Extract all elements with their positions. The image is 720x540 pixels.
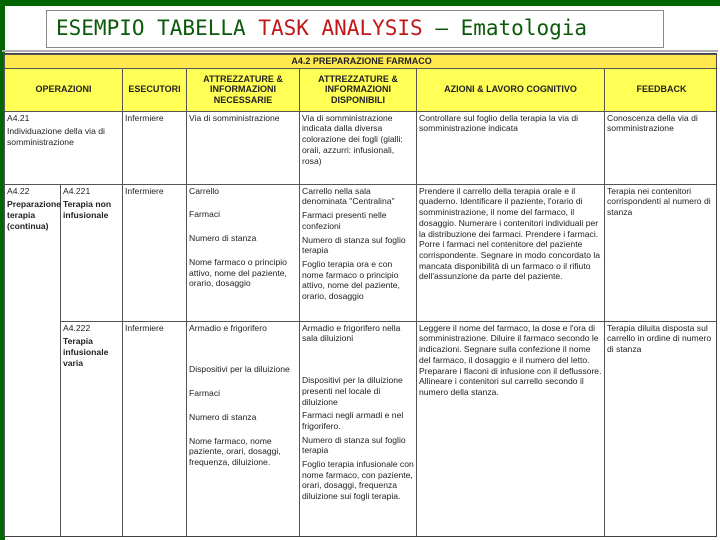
available-cell [300, 184, 417, 321]
action-cell: Leggere il nome del farmaco, la dose e l'ora di somministrazione. Diluire il farmaco secondo le indicazioni. Segnare sulla confezione il nome del farmaco, il dosaggio e il numero del letto. Preparare i flaconi di infusione con il deflussore. Allineare i contenitori sul carrello secondo il numero della stanza. [417, 321, 605, 537]
header-attrezzature-necessarie: ATTREZZATURE & INFORMAZIONI NECESSARIE [187, 68, 300, 111]
operation-code: A4.22 [7, 185, 30, 196]
header-feedback: FEEDBACK [605, 68, 718, 111]
executor-cell: Infermiere [123, 111, 187, 184]
needed-item: Nome farmaco, nome paziente, orari, dosaggi, frequenza, diluizione. [189, 435, 281, 467]
available-item: Carrello nella sala denominata "Centralina" [302, 185, 395, 207]
title-highlight: TASK ANALYSIS [258, 16, 423, 40]
table-banner: A4.2 PREPARAZIONE FARMACO [5, 55, 718, 69]
header-operazioni: OPERAZIONI [5, 68, 123, 111]
top-accent-bar [0, 0, 720, 6]
table-row [5, 111, 718, 184]
executor-cell: Infermiere [123, 321, 187, 537]
header-attrezzature-disponibili: ATTREZZATURE & INFORMAZIONI DISPONIBILI [300, 68, 417, 111]
operation-name: Preparazione terapia (continua) [7, 199, 61, 231]
available-cell: Via di somministrazione indicata dalla diversa colorazione dei fogli (gialli: orali, azzurri: infusionali, rosa) [300, 111, 417, 184]
needed-item: Farmaci [189, 209, 221, 220]
needed-item: Dispositivi per la diluizione [189, 364, 290, 375]
needed-item: Carrello [189, 185, 220, 196]
suboperation-code: A4.222 [63, 322, 91, 333]
executor-cell: Infermiere [123, 184, 187, 321]
operation-name: Individuazione della via di somministrazione [7, 126, 105, 148]
task-analysis-document [3, 53, 717, 537]
header-azioni: AZIONI & LAVORO COGNITIVO [417, 68, 605, 111]
task-analysis-table [4, 54, 717, 537]
available-item: Farmaci negli armadi e nel frigorifero. [302, 410, 404, 431]
available-item: Foglio terapia infusionale con nome farmaco, con paziente, orari, dosaggi, frequenza diluizione sui fogli terapia. [302, 459, 414, 502]
suboperation-code: A4.221 [63, 185, 91, 196]
operation-code: A4.21 [7, 112, 30, 123]
operation-cell [5, 111, 123, 184]
table-row [5, 184, 718, 321]
action-cell: Prendere il carrello della terapia orale e il quaderno. Identificare il paziente, l'orario di somministrazione, il nome del farmaco, il dosaggio. Numerare i contenitori individuali per la distribuzione dei farmaci. Prendere i farmaci. Porre i farmaci nel contenitore del paziente corrispondente. Segnare in modo concordato la mancata disponibilità di un farmaco o il rifiuto dell'assunzione da parte del paziente. [417, 184, 605, 321]
suboperation-name: Terapia infusionale varia [63, 336, 109, 368]
feedback-cell: Conoscenza della via di somministrazione [605, 111, 718, 184]
available-item: Numero di stanza sul foglio terapia [302, 234, 406, 256]
suboperation-cell [61, 321, 123, 537]
title-part-3: – Ematologia [422, 16, 588, 40]
available-item: Foglio terapia ora e con nome farmaco o principio attivo, nome del paziente, orario, dosaggio [302, 258, 400, 302]
available-cell [300, 321, 417, 537]
needed-item: Nome farmaco o principio attivo, nome del paziente, orario, dosaggio [189, 256, 287, 289]
operation-cell [5, 184, 61, 537]
available-item: Numero di stanza sul foglio terapia [302, 434, 406, 456]
needed-item: Armadio e frigorifero [189, 322, 267, 333]
available-item: Dispositivi per la diluizione presenti nel locale di diluizione [302, 375, 403, 407]
needed-cell: Via di somministrazione [187, 111, 300, 184]
needed-cell [187, 321, 300, 537]
suboperation-name: Terapia non infusionale [63, 199, 112, 221]
title-divider [2, 50, 718, 52]
title-part-1: ESEMPIO TABELLA [56, 16, 259, 40]
table-row [5, 321, 718, 537]
feedback-cell: Terapia diluita disposta sul carrello in ordine di numero di stanza [605, 321, 718, 537]
needed-item: Numero di stanza [189, 233, 257, 244]
suboperation-cell [61, 184, 123, 321]
action-cell: Controllare sul foglio della terapia la via di somministrazione indicata [417, 111, 605, 184]
available-item: Armadio e frigorifero nella sala diluizioni [302, 322, 401, 344]
needed-cell [187, 184, 300, 321]
available-item: Farmaci presenti nelle confezioni [302, 210, 387, 231]
feedback-cell: Terapia nei contenitori corrispondenti al numero di stanza [605, 184, 718, 321]
header-esecutori: ESECUTORI [123, 68, 187, 111]
needed-item: Numero di stanza [189, 411, 257, 422]
slide-title [56, 16, 587, 40]
needed-item: Farmaci [189, 388, 221, 399]
